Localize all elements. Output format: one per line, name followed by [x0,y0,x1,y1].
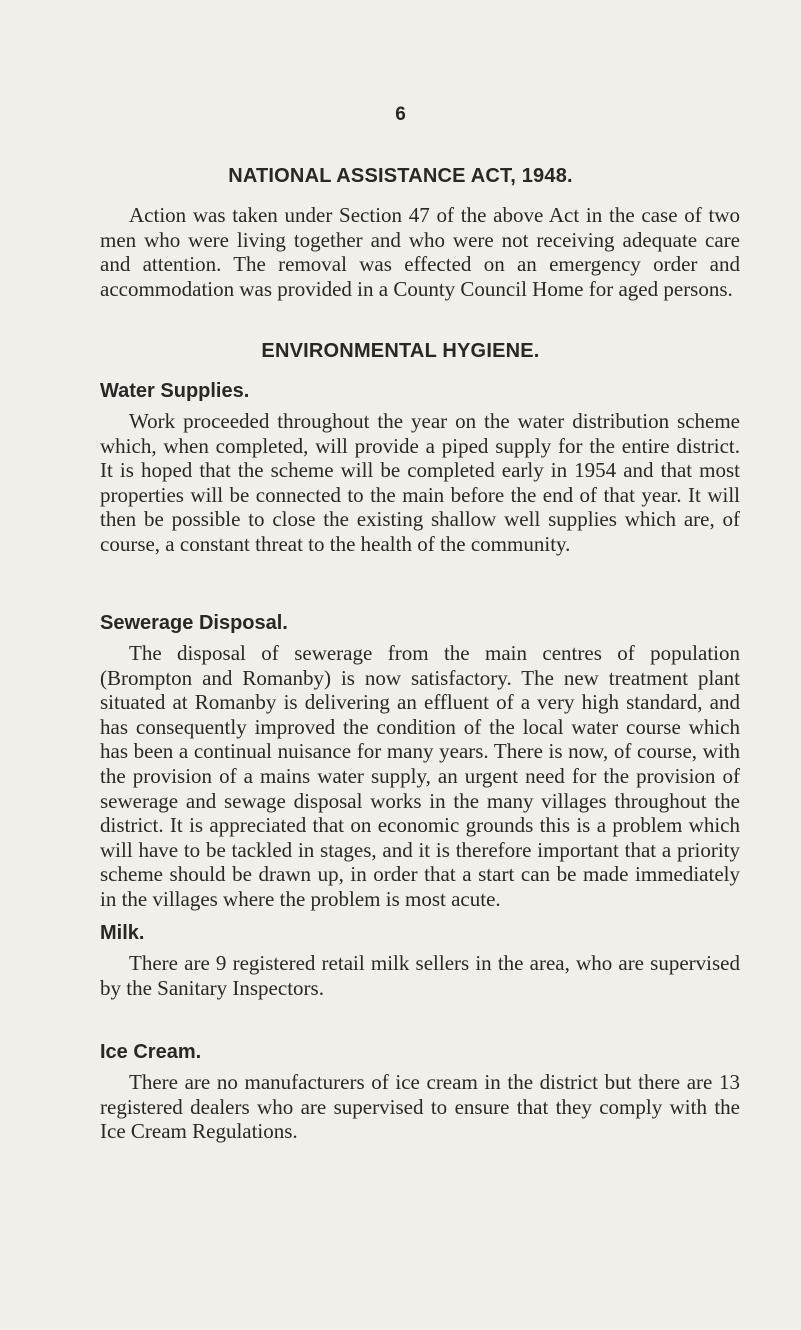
water-supplies-section [100,380,740,557]
sewerage-disposal-body: The disposal of sewerage from the main centres of population (Brompton and Romanby) is now satisfactory. The new treatment plant situated at Romanby is delivering an effluent of a very high standard, and has consequently improved the condition of the local water course which has been a continual nuisance for many years. There is now, of course, with the provision of a mains water supply, an urgent need for the provision of sewerage and sewage disposal works in the many villages throughout the district. It is appreciated that on economic grounds this is a problem which will have to be tackled in stages, and it is therefore important that a priority scheme should be drawn up, in order that a start can be made immediately in the villages where the problem is most acute. [100,641,740,911]
water-supplies-body: Work proceeded throughout the year on the water distribution scheme which, when completed, will provide a piped supply for the entire district. It is hoped that the scheme will be completed early in 1954 and that most properties will be connected to the main before the end of that year. It will then be possible to close the existing shallow well supplies which are, of course, a constant threat to the health of the community. [100,409,740,556]
ice-cream-section [100,1041,740,1144]
national-assistance-body: Action was taken under Section 47 of the above Act in the case of two men who were living together and who were not receiving adequate care and attention. The removal was effected on an emergency order and accommodation was provided in a County Council Home for aged persons. [100,203,740,301]
ice-cream-body: There are no manufacturers of ice cream in the district but there are 13 registered dealers who are supervised to ensure that they comply with the Ice Cream Regulations. [100,1070,740,1144]
national-assistance-heading: NATIONAL ASSISTANCE ACT, 1948. [228,165,573,187]
page-number: 6 [395,104,406,125]
milk-heading: Milk. [100,922,145,944]
ice-cream-heading: Ice Cream. [100,1041,202,1063]
milk-section [100,922,740,1000]
water-supplies-heading: Water Supplies. [100,380,250,402]
sewerage-disposal-section [100,612,740,912]
environmental-hygiene-heading: ENVIRONMENTAL HYGIENE. [261,340,540,362]
national-assistance-section [100,203,740,301]
milk-body: There are 9 registered retail milk sellers in the area, who are supervised by the Sanitary Inspectors. [100,951,740,1000]
sewerage-disposal-heading: Sewerage Disposal. [100,612,288,634]
